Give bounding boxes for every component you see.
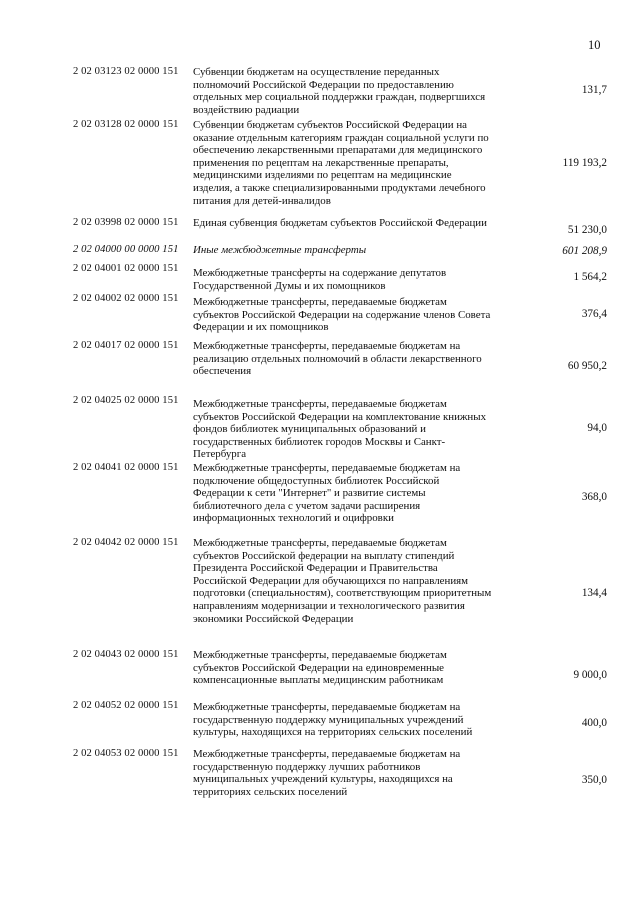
budget-code: 2 02 03123 02 0000 151 [73, 66, 179, 77]
row-amount: 368,0 [581, 491, 607, 503]
budget-code: 2 02 04041 02 0000 151 [73, 462, 179, 473]
row-description: Межбюджетные трансферты, передаваемые бюджетам на государственную поддержку лучших работников муниципальных учреждений культуры, находящихся на территориях сельских поселений [193, 748, 461, 798]
budget-code: 2 02 04002 02 0000 151 [73, 293, 179, 304]
row-amount: 51 230,0 [567, 224, 607, 236]
row-description: Межбюджетные трансферты, передаваемые бюджетам субъектов Российской Федерации на комплектование книжных фондов библиотек муниципальных образований и государственных библиотек городов Москвы и Санкт-Петербурга [193, 398, 487, 461]
row-description: Иные межбюджетные трансферты [193, 244, 367, 256]
row-amount: 1 564,2 [573, 271, 607, 283]
row-description: Межбюджетные трансферты на содержание депутатов Государственной Думы и их помощников [193, 267, 447, 292]
row-amount: 60 950,2 [567, 360, 607, 372]
row-description: Межбюджетные трансферты, передаваемые бюджетам субъектов Российской Федерации на содержание членов Совета Федерации и их помощников [193, 296, 491, 334]
budget-code: 2 02 04052 02 0000 151 [73, 700, 179, 711]
row-amount: 9 000,0 [573, 669, 607, 681]
row-description: Субвенции бюджетам субъектов Российской Федерации на оказание отдельным категориям граждан социальной услуги по обеспечению лекарственными препаратами для медицинского применения по рецептам на лекарственные препараты, медицинскими изделиями по рецептам на медицинские изделия, а также специализированными продуктами лечебного питания для детей-инвалидов [193, 119, 489, 207]
row-amount: 94,0 [587, 422, 607, 434]
row-amount: 376,4 [581, 308, 607, 320]
row-description: Межбюджетные трансферты, передаваемые бюджетам субъектов Российской Федерации на единовременные компенсационные выплаты медицинским работникам [193, 649, 447, 687]
row-amount: 400,0 [581, 717, 607, 729]
row-amount: 119 193,2 [562, 157, 607, 169]
row-amount: 350,0 [581, 774, 607, 786]
budget-code: 2 02 04053 02 0000 151 [73, 748, 179, 759]
row-description: Субвенции бюджетам на осуществление переданных полномочий Российской Федерации по предоставлению отдельных мер социальной поддержки граждан, подвергшихся воздействию радиации [193, 66, 486, 116]
row-description: Единая субвенция бюджетам субъектов Российской Федерации [193, 217, 487, 229]
budget-code: 2 02 04043 02 0000 151 [73, 649, 179, 660]
budget-code: 2 02 04001 02 0000 151 [73, 263, 179, 274]
budget-code: 2 02 04000 00 0000 151 [73, 244, 179, 255]
row-amount: 131,7 [581, 84, 607, 96]
row-description: Межбюджетные трансферты, передаваемые бюджетам на реализацию отдельных полномочий в области лекарственного обеспечения [193, 340, 482, 378]
row-description: Межбюджетные трансферты, передаваемые бюджетам на подключение общедоступных библиотек Российской Федерации к сети "Интернет" и развитие системы библиотечного дела с учетом задачи расширения информационных технологий и оцифровки [193, 462, 461, 525]
budget-code: 2 02 04042 02 0000 151 [73, 537, 179, 548]
row-amount: 134,4 [581, 587, 607, 599]
row-amount: 601 208,9 [562, 245, 607, 257]
budget-code: 2 02 04025 02 0000 151 [73, 395, 179, 406]
budget-code: 2 02 04017 02 0000 151 [73, 340, 179, 351]
page-number: 10 [588, 38, 601, 52]
row-description: Межбюджетные трансферты, передаваемые бюджетам на государственную поддержку муниципальных учреждений культуры, находящихся на территориях сельских поселений [193, 701, 473, 739]
row-description: Межбюджетные трансферты, передаваемые бюджетам субъектов Российской федерации на выплату стипендий Президента Российской Федерации и Правительства Российской Федерации для обучающихся по направлениям подготовки (специальностям), соответствующим приоритетным направлениям модернизации и технологического развития экономики Российской Федерации [193, 537, 492, 625]
budget-code: 2 02 03128 02 0000 151 [73, 119, 179, 130]
budget-code: 2 02 03998 02 0000 151 [73, 217, 179, 228]
